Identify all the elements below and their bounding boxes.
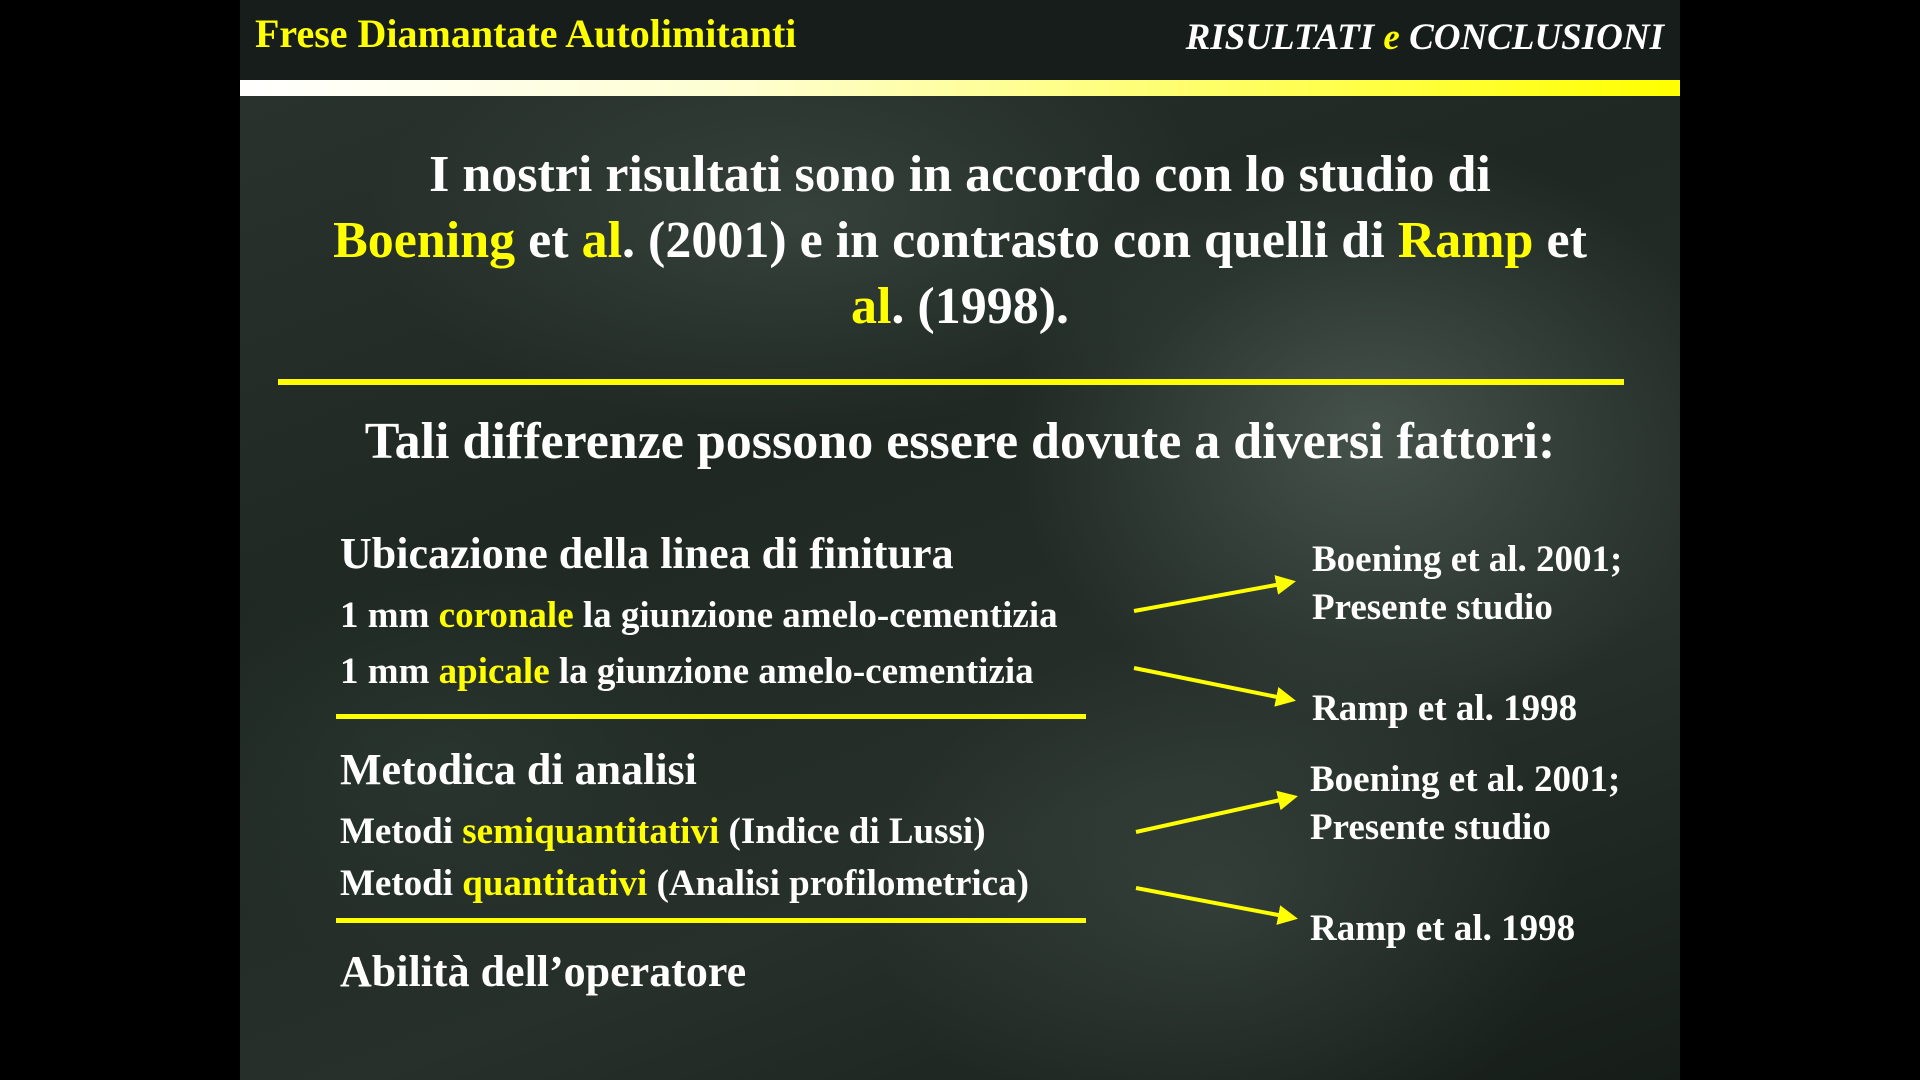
item-suffix: la giunzione amelo-cementizia [549, 651, 1034, 692]
intro-al-1: al [581, 212, 623, 269]
arrow-icon [1134, 582, 1292, 611]
item-prefix: 1 mm [340, 595, 439, 636]
factor-title-analysis-method: Metodica di analisi [340, 745, 697, 794]
reference-line: Ramp et al. 1998 [1310, 908, 1576, 949]
intro-text-4: et [1533, 212, 1587, 269]
reference-line: Presente studio [1312, 587, 1553, 628]
item-suffix: (Indice di Lussi) [719, 811, 986, 852]
factors-question: Tali differenze possono essere dovute a diversi fattori: [364, 413, 1556, 470]
arrow-icon [1134, 668, 1292, 700]
reference-ramp-2 [1310, 905, 1575, 953]
item-prefix: Metodi [340, 863, 463, 904]
intro-ramp: Ramp [1397, 212, 1534, 269]
reference-line: Presente studio [1310, 807, 1551, 848]
item-prefix: 1 mm [340, 651, 439, 692]
item-prefix: Metodi [340, 811, 463, 852]
item-highlight: semiquantitativi [462, 811, 720, 852]
reference-boening-2 [1310, 756, 1620, 852]
reference-line: Boening et al. 2001; [1310, 759, 1621, 800]
item-highlight: quantitativi [462, 863, 648, 904]
item-highlight: coronale [438, 595, 574, 636]
section-title-part2: CONCLUSIONI [1399, 17, 1664, 58]
item-highlight: apicale [438, 651, 550, 692]
factor-title-operator-skill: Abilità dell’operatore [340, 947, 747, 996]
item-suffix: (Analisi profilometrica) [647, 863, 1029, 904]
intro-text-2: et [515, 212, 582, 269]
section-title-part1: RISULTATI [1185, 17, 1384, 58]
arrow-icon [1136, 797, 1294, 832]
reference-ramp-1 [1312, 685, 1577, 733]
section-title-conjunction: e [1383, 17, 1400, 58]
header-title: Frese Diamantate Autolimitanti [255, 11, 797, 56]
arrow-icon [1136, 888, 1294, 918]
intro-text-1: I nostri risultati sono in accordo con lo studio di [429, 146, 1491, 203]
item-suffix: la giunzione amelo-cementizia [573, 595, 1058, 636]
reference-boening-1 [1312, 536, 1622, 632]
reference-line: Boening et al. 2001; [1312, 539, 1623, 580]
factor-title-finish-line: Ubicazione della linea di finitura [340, 529, 954, 578]
slide [240, 0, 1680, 1080]
intro-al-2: al [850, 278, 892, 335]
intro-text-5: . (1998). [891, 278, 1070, 335]
intro-boening: Boening [333, 212, 516, 269]
reference-line: Ramp et al. 1998 [1312, 688, 1578, 729]
intro-text-3: . (2001) e in contrasto con quelli di [622, 212, 1398, 269]
